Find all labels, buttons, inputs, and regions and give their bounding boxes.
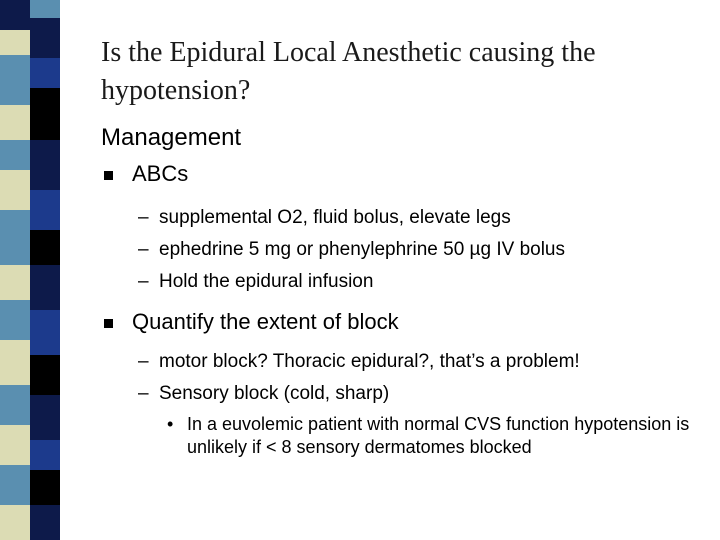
sub-item-text: Hold the epidural infusion: [159, 271, 374, 292]
stripe-block: [0, 55, 30, 105]
stripe-block: [30, 310, 60, 355]
stripe-block: [30, 58, 60, 88]
stripe-block: [30, 0, 60, 18]
sub-item-text: ephedrine 5 mg or phenylephrine 50 µg IV bolus: [159, 239, 565, 260]
stripe-block: [30, 190, 60, 230]
stripe-block: [30, 230, 60, 265]
dot-bullet-icon: •: [167, 414, 174, 434]
sub-item: [101, 234, 711, 266]
stripe-block: [0, 105, 30, 140]
stripe-block: [0, 340, 30, 385]
sub-sub-item: [101, 413, 711, 459]
stripe-block: [30, 395, 60, 440]
stripe-block: [30, 88, 60, 140]
stripe-block: [0, 140, 30, 170]
sub-item: [101, 266, 711, 298]
sub-list: [101, 346, 711, 410]
stripe-block: [0, 265, 30, 300]
stripe-block: [30, 440, 60, 470]
square-bullet-icon: [104, 319, 113, 328]
sub-item: [101, 202, 711, 234]
stripe-block: [0, 210, 30, 265]
stripe-block: [30, 140, 60, 190]
stripe-block: [0, 465, 30, 505]
sub-item-text: Sensory block (cold, sharp): [159, 383, 390, 404]
stripe-block: [0, 30, 30, 55]
sub-item: [101, 378, 711, 410]
stripe-block: [30, 265, 60, 310]
section-heading: Management: [101, 124, 242, 151]
stripe-block: [0, 300, 30, 340]
sub-sub-item-text: In a euvolemic patient with normal CVS function hypotension is unlikely if < 8 sensory dermatomes blocked: [187, 414, 690, 457]
stripe-block: [0, 170, 30, 210]
bullet-text: Quantify the extent of block: [132, 309, 399, 334]
stripe-block: [0, 0, 30, 30]
bullet-text: ABCs: [132, 161, 189, 186]
sub-item: [101, 346, 711, 378]
dash-bullet-icon: –: [138, 351, 149, 372]
bullet-item: [101, 308, 711, 336]
stripe-block: [0, 385, 30, 425]
stripe-block: [30, 505, 60, 540]
slide-title: Is the Epidural Local Anesthetic causing the hypotension?: [101, 37, 596, 106]
stripe-block: [30, 470, 60, 505]
decorative-stripe-bar: [0, 0, 70, 540]
sub-item-text: supplemental O2, fluid bolus, elevate legs: [159, 207, 511, 228]
sub-item-text: motor block? Thoracic epidural?, that’s a problem!: [159, 351, 580, 372]
stripe-block: [0, 505, 30, 540]
dash-bullet-icon: –: [138, 383, 149, 404]
dash-bullet-icon: –: [138, 207, 149, 228]
dash-bullet-icon: –: [138, 239, 149, 260]
dash-bullet-icon: –: [138, 271, 149, 292]
stripe-block: [0, 425, 30, 465]
stripe-block: [30, 355, 60, 395]
sub-list: [101, 202, 711, 298]
bullet-item: [101, 160, 711, 188]
slide-body: [101, 124, 711, 459]
square-bullet-icon: [104, 171, 113, 180]
stripe-block: [30, 18, 60, 58]
